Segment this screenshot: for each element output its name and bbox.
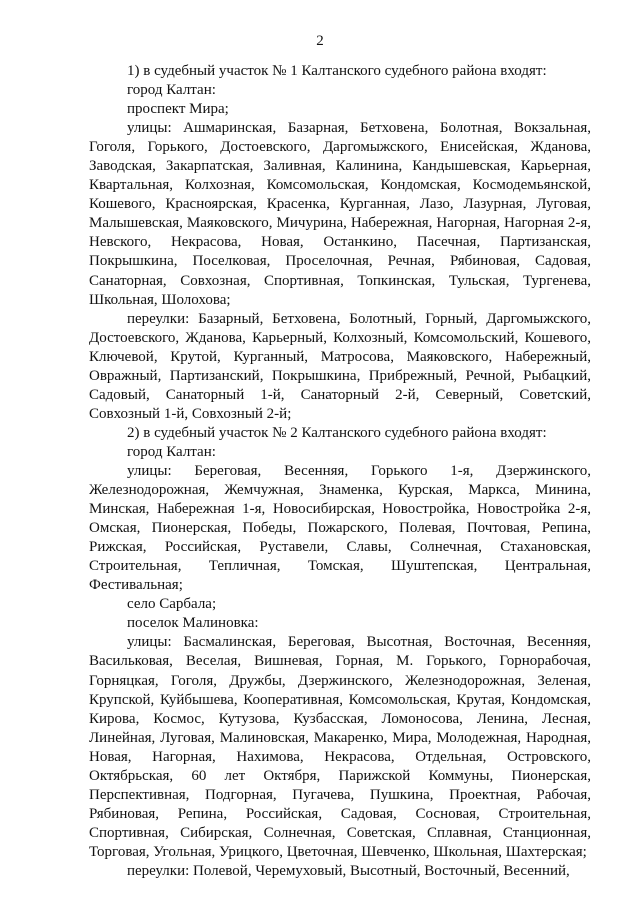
document-body — [89, 62, 591, 881]
section-1-city: город Калтан: — [127, 82, 216, 99]
section-2-city-streets: улицы: Береговая, Весенняя, Горького 1-я, Дзержинского, Железнодорожная, Жемчужная, Знаменка, Курская, Маркса, Минина, Минская, Набережная 1-я, Новосибирская, Новостройка, Новостройка 2-я, Омская, Пионерская, Победы, Пожарского, Полевая, Почтовая, Репина, Рижская, Российская, Руставели, Славы, Солнечная, Стахановская, Строительная, Тепличная, Томская, Шуштепская, Центральная, Фестивальная; — [89, 462, 591, 594]
section-2-settlement-streets: улицы: Басмалинская, Береговая, Высотная, Восточная, Весенняя, Васильковая, Веселая, Вишневая, Горная, М. Горького, Горнорабочая, Горняцкая, Гоголя, Дружбы, Дзержинского, Железнодорожная, Зеленая, Крупской, Куйбышева, Кооперативная, Комсомольская, Крутая, Кондомская, Кирова, Космос, Кутузова, Кузбасская, Ломоносова, Ленина, Лесная, Линейная, Луговая, Малиновская, Макаренко, Мира, Молодежная, Народная, Новая, Нагорная, Нахимова, Некрасова, Отдельная, Островского, Октябрьская, 60 лет Октября, Парижской Коммуны, Пионерская, Перспективная, Подгорная, Пугачева, Пушкина, Проектная, Рабочая, Рябиновая, Репина, Российская, Садовая, Сосновая, Строительная, Спортивная, Сибирская, Солнечная, Советская, Сплавная, Станционная, Торговая, Угольная, Урицкого, Цветочная, Шевченко, Школьная, Шахтерская; — [89, 634, 591, 860]
section-1-heading: 1) в судебный участок № 1 Калтанского судебного района входят: — [127, 63, 547, 79]
section-1-lanes: переулки: Базарный, Бетховена, Болотный, Горный, Даргомыжского, Достоевского, Жданова, Карьерный, Колхозный, Комсомольский, Кошевого, Ключевой, Крутой, Курганный, Матросова, Маяковского, Набережный, Овражный, Партизанский, Покрышкина, Прибрежный, Речной, Рыбацкий, Садовый, Санаторный 1-й, Санаторный 2-й, Северный, Советский, Совхозный 1-й, Совхозный 2-й; — [89, 310, 591, 422]
section-2-village: село Сарбала; — [127, 596, 217, 613]
section-2-city: город Калтан: — [127, 443, 216, 460]
page-number: 2 — [316, 33, 324, 49]
section-1-streets: улицы: Ашмаринская, Базарная, Бетховена, Болотная, Вокзальная, Гоголя, Горького, Достоевского, Даргомыжского, Енисейская, Жданова, Заводская, Закарпатская, Заливная, Калинина, Кандышевская, Карьерная, Квартальная, Колхозная, Комсомольская, Кондомская, Космодемьянской, Кошевого, Красноярская, Красенка, Курганная, Лазо, Лазурная, Луговая, Малышевская, Маяковского, Мичурина, Набережная, Нагорная, Нагорная 2-я, Невского, Некрасова, Новая, Останкино, Пасечная, Партизанская, Покрышкина, Поселковая, Проселочная, Речная, Рябиновая, Садовая, Санаторная, Совхозная, Спортивная, Топкинская, Тульская, Тургенева, Школьная, Шолохова; — [89, 120, 591, 308]
section-2-heading: 2) в судебный участок № 2 Калтанского судебного района входят: — [127, 424, 547, 441]
section-2-settlement-lanes: переулки: Полевой, Черемуховый, Высотный, Восточный, Весенний, — [127, 862, 570, 879]
section-2-settlement: поселок Малиновка: — [127, 615, 259, 632]
section-1-avenue: проспект Мира; — [127, 101, 229, 118]
